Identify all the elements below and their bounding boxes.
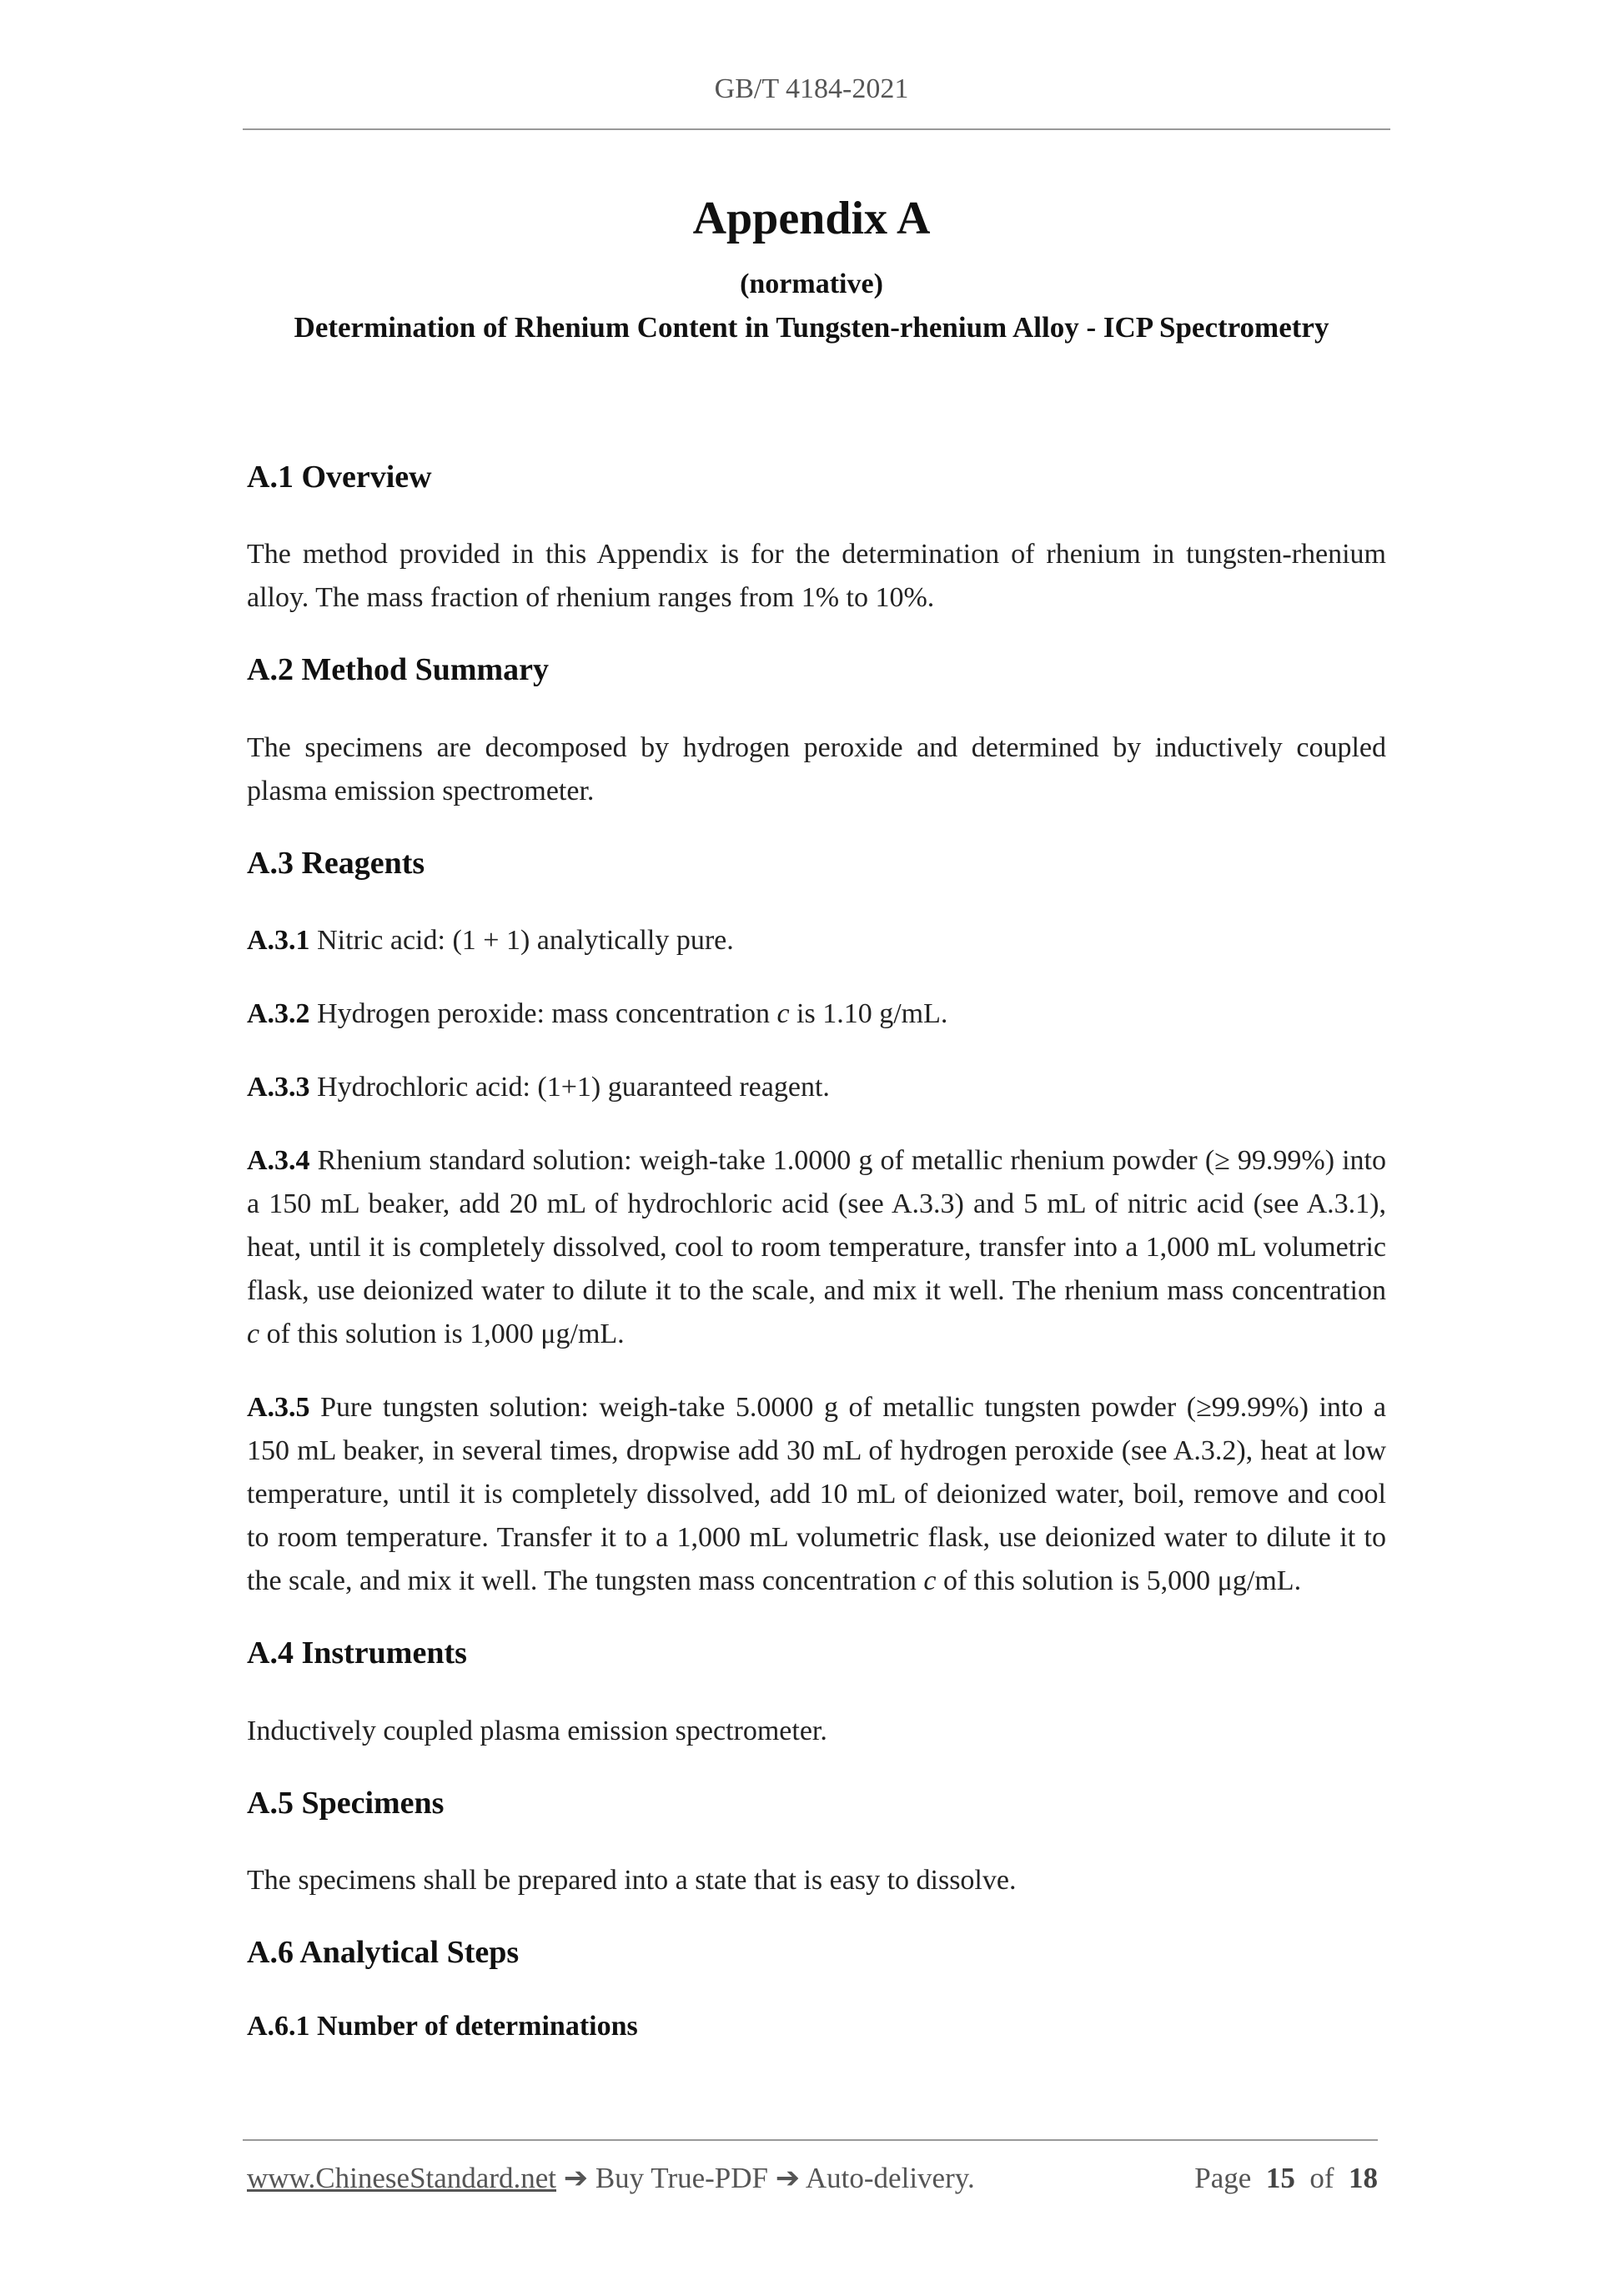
page-indicator xyxy=(1194,2162,1378,2195)
clause-text: Rhenium standard solution: weigh-take 1.0000 g of metallic rhenium powder (≥ 99.99%) into a 150 mL beaker, add 20 mL of hydrochloric acid (see A.3.3) and 5 mL of nitric acid (see A.3.1), heat, until it is completely dissolved, cool to room temperature, transfer into a 1,000 mL volumetric flask, use deionized water to dilute it to the scale, and mix it well. The rhenium mass concentration xyxy=(247,1145,1386,1307)
arrow-right-icon: ➔ xyxy=(775,2162,801,2194)
clause-a3-1 xyxy=(247,919,1386,962)
variable-c: c xyxy=(923,1565,937,1597)
arrow-right-icon: ➔ xyxy=(563,2162,589,2194)
variable-c: c xyxy=(776,998,790,1030)
section-text-a5: The specimens shall be prepared into a state that is easy to dissolve. xyxy=(247,1864,1017,1896)
clause-text: Pure tungsten solution: weigh-take 5.0000 g of metallic tungsten powder (≥99.99%) into a 150 mL beaker, in several times, dropwise add 30 mL of hydrogen peroxide (see A.3.2), heat at low temperature, until it is completely dissolved, add 10 mL of deionized water, boil, remove and cool to room temperature. Transfer it to a 1,000 mL volumetric flask, use deionized water to dilute it to the scale, and mix it well. The tungsten mass concentration xyxy=(247,1392,1386,1597)
section-text-a2: The specimens are decomposed by hydrogen peroxide and determined by inductively coupled plasma emission spectrometer. xyxy=(247,731,1386,806)
appendix-subtitle: Determination of Rhenium Content in Tungsten-rhenium Alloy - ICP Spectrometry xyxy=(294,311,1329,344)
clause-text: Hydrogen peroxide: mass concentration xyxy=(309,998,777,1030)
clause-text: of this solution is 5,000 μg/mL. xyxy=(936,1565,1302,1597)
clause-a3-4 xyxy=(247,1139,1386,1356)
clause-a3-3 xyxy=(247,1066,1386,1109)
clause-text: of this solution is 1,000 μg/mL. xyxy=(259,1319,625,1350)
page-number: 15 xyxy=(1265,2162,1295,2194)
of-label: of xyxy=(1309,2162,1334,2194)
section-text-a4: Inductively coupled plasma emission spectrometer. xyxy=(247,1715,827,1746)
clause-number: A.3.2 xyxy=(247,998,310,1030)
footer-delivery-text: Auto-delivery. xyxy=(805,2162,975,2194)
section-heading-a3: A.3 Reagents xyxy=(247,845,425,881)
document-body xyxy=(247,457,1386,2046)
document-code: GB/T 4184-2021 xyxy=(714,73,909,104)
clause-text: is 1.10 g/mL. xyxy=(789,998,948,1030)
clause-text: Nitric acid: (1 + 1) analytically pure. xyxy=(309,925,734,957)
section-heading-a4: A.4 Instruments xyxy=(247,1635,467,1671)
appendix-type: (normative) xyxy=(740,269,883,299)
website-link[interactable]: www.ChineseStandard.net xyxy=(247,2162,556,2194)
clause-text: Hydrochloric acid: (1+1) guaranteed reagent. xyxy=(309,1072,830,1103)
page-footer xyxy=(247,2162,1378,2198)
clause-number: A.3.1 xyxy=(247,925,310,957)
clause-a3-2 xyxy=(247,992,1386,1036)
section-text-a1: The method provided in this Appendix is for the determination of rhenium in tungsten-rhenium alloy. The mass fraction of rhenium ranges from 1% to 10%. xyxy=(247,539,1386,614)
page-label: Page xyxy=(1194,2162,1252,2194)
section-heading-a6: A.6 Analytical Steps xyxy=(247,1934,520,1970)
header-divider xyxy=(243,128,1390,130)
section-heading-a1: A.1 Overview xyxy=(247,460,432,495)
clause-number: A.3.5 xyxy=(247,1392,310,1424)
clause-number: A.3.4 xyxy=(247,1145,310,1177)
subsection-heading-a6-1: A.6.1 Number of determinations xyxy=(247,2011,638,2042)
page-total: 18 xyxy=(1349,2162,1378,2194)
variable-c: c xyxy=(247,1319,260,1350)
appendix-title: Appendix A xyxy=(692,193,931,244)
section-heading-a2: A.2 Method Summary xyxy=(247,652,550,688)
clause-number: A.3.3 xyxy=(247,1072,310,1103)
footer-promo xyxy=(247,2162,975,2195)
clause-a3-5 xyxy=(247,1386,1386,1603)
footer-divider xyxy=(243,2139,1378,2141)
footer-buy-text: Buy True-PDF xyxy=(595,2162,768,2194)
section-heading-a5: A.5 Specimens xyxy=(247,1785,445,1821)
